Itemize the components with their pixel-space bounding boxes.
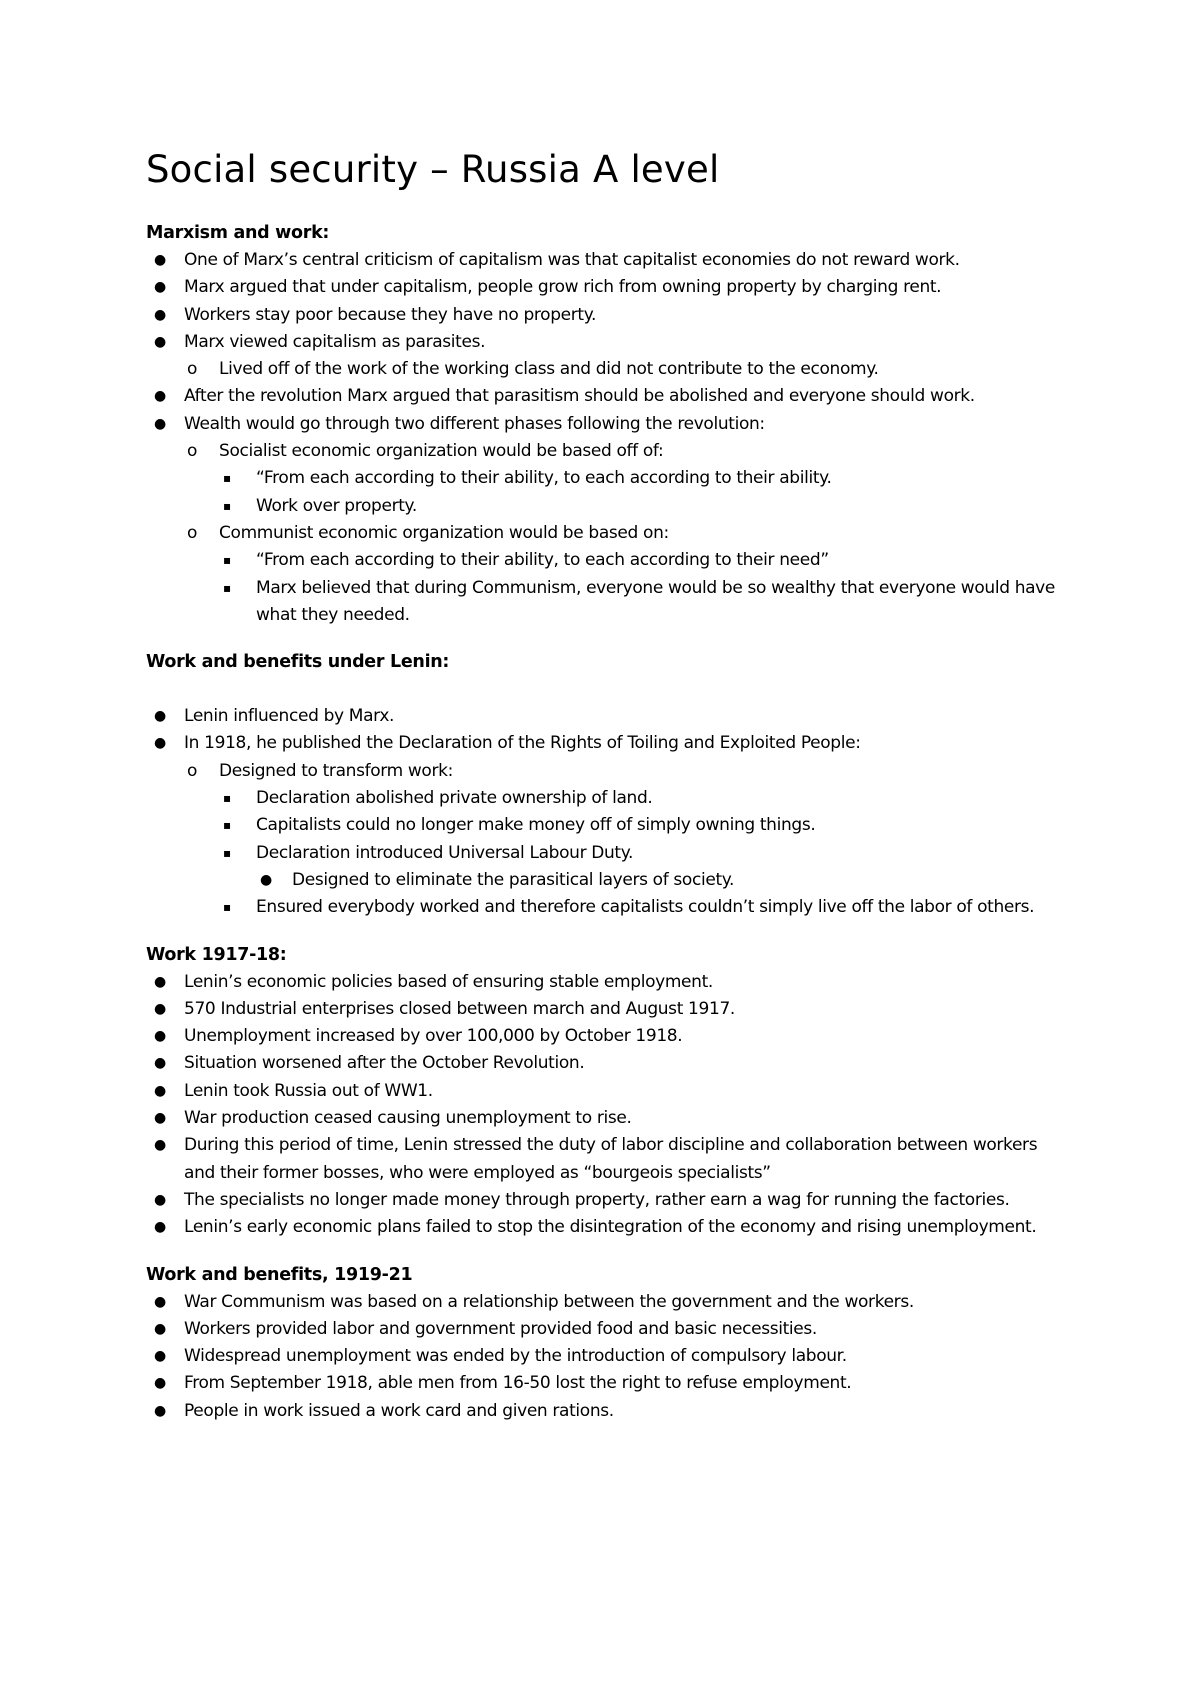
list-item (146, 840, 1066, 867)
bullet-disc-icon: ● (154, 1110, 166, 1127)
list-item-text: Lenin’s economic policies based of ensuring stable employment. (184, 971, 713, 992)
bullet-disc-icon: ● (154, 973, 166, 990)
bullet-disc-icon: ● (154, 1191, 166, 1208)
list-item (146, 1370, 1066, 1397)
bullet-circle-icon: o (187, 359, 198, 380)
list-item-text: After the revolution Marx argued that parasitism should be abolished and everyone should work. (184, 386, 975, 407)
bullet-list (146, 247, 1066, 629)
list-item (146, 247, 1066, 274)
list-item-text: Widespread unemployment was ended by the introduction of compulsory labour. (184, 1346, 847, 1367)
list-item (146, 493, 1066, 520)
list-item (146, 758, 1066, 785)
section (146, 649, 1066, 921)
list-item-text: Lived off of the work of the working class and did not contribute to the economy. (219, 359, 879, 380)
section (146, 942, 1066, 1242)
list-item (146, 356, 1066, 383)
list-item-text: Designed to transform work: (219, 760, 453, 781)
list-item-text: Lenin took Russia out of WW1. (184, 1080, 433, 1101)
list-item-text: Workers stay poor because they have no property. (184, 304, 597, 325)
list-item-text: “From each according to their ability, to each according to their need” (256, 550, 829, 571)
bullet-disc-icon: ● (154, 1082, 166, 1099)
list-item-text: Ensured everybody worked and therefore capitalists couldn’t simply live off the labor of others. (256, 897, 1035, 918)
bullet-disc-icon: ● (154, 1055, 166, 1072)
list-item-text: Declaration abolished private ownership of land. (256, 788, 653, 809)
section-heading: Marxism and work: (146, 223, 330, 243)
list-item-text: Socialist economic organization would be based off of: (219, 441, 664, 462)
list-item (146, 329, 1066, 356)
list-item-text: Marx believed that during Communism, everyone would be so wealthy that everyone would have what they needed. (256, 577, 1056, 625)
list-item (146, 1289, 1066, 1316)
list-item-text: Wealth would go through two different phases following the revolution: (184, 413, 765, 434)
bullet-disc-icon: ● (154, 1293, 166, 1310)
list-item (146, 383, 1066, 410)
bullet-disc-icon: ● (154, 279, 166, 296)
list-item-text: Designed to eliminate the parasitical layers of society. (292, 869, 735, 890)
bullet-disc-icon: ● (154, 1219, 166, 1236)
bullet-square-icon: ▪ (223, 498, 231, 513)
list-item (146, 411, 1066, 438)
list-item-text: Workers provided labor and government provided food and basic necessities. (184, 1318, 817, 1339)
bullet-square-icon: ▪ (223, 900, 231, 915)
list-item (146, 520, 1066, 547)
bullet-disc-icon: ● (154, 1320, 166, 1337)
section (146, 220, 1066, 629)
list-item-text: War Communism was based on a relationship between the government and the workers. (184, 1291, 914, 1312)
list-item-text: Capitalists could no longer make money off of simply owning things. (256, 815, 816, 836)
list-item-text: Unemployment increased by over 100,000 by October 1918. (184, 1026, 683, 1047)
list-item (146, 302, 1066, 329)
bullet-disc-icon: ● (154, 1028, 166, 1045)
list-item (146, 1398, 1066, 1425)
bullet-disc-icon: ● (154, 1137, 166, 1154)
bullet-disc-icon: ● (154, 1375, 166, 1392)
list-item (146, 1343, 1066, 1370)
bullet-disc-icon: ● (260, 871, 272, 888)
list-item (146, 730, 1066, 757)
list-item-text: During this period of time, Lenin stressed the duty of labor discipline and collaboration between workers and their former bosses, who were employed as “bourgeois specialists” (184, 1135, 1038, 1183)
list-item (146, 1023, 1066, 1050)
list-item (146, 1078, 1066, 1105)
list-item (146, 575, 1066, 630)
list-item-text: War production ceased causing unemployment to rise. (184, 1108, 632, 1129)
list-item-text: Declaration introduced Universal Labour Duty. (256, 842, 634, 863)
bullet-list (146, 969, 1066, 1242)
document-sections (146, 220, 1066, 1425)
bullet-circle-icon: o (187, 441, 198, 462)
bullet-square-icon: ▪ (223, 845, 231, 860)
bullet-disc-icon: ● (154, 415, 166, 432)
bullet-disc-icon: ● (154, 1402, 166, 1419)
list-item (146, 894, 1066, 921)
bullet-disc-icon: ● (154, 1348, 166, 1365)
list-item (146, 1050, 1066, 1077)
list-item-text: In 1918, he published the Declaration of the Rights of Toiling and Exploited People: (184, 733, 861, 754)
list-item-text: The specialists no longer made money through property, rather earn a wag for running the factories. (184, 1189, 1010, 1210)
bullet-square-icon: ▪ (223, 471, 231, 486)
list-item-text: 570 Industrial enterprises closed between march and August 1917. (184, 998, 735, 1019)
bullet-square-icon: ▪ (223, 553, 231, 568)
list-item (146, 703, 1066, 730)
document-title: Social security – Russia A level (146, 148, 720, 191)
list-item-text: Marx argued that under capitalism, people grow rich from owning property by charging rent. (184, 277, 942, 298)
section-heading: Work and benefits under Lenin: (146, 652, 450, 673)
list-item-text: Lenin influenced by Marx. (184, 706, 395, 727)
section (146, 1262, 1066, 1425)
section-heading: Work 1917-18: (146, 944, 287, 965)
bullet-square-icon: ▪ (223, 818, 231, 833)
document-content (146, 140, 1066, 1445)
list-item-text: Marx viewed capitalism as parasites. (184, 331, 486, 352)
bullet-disc-icon: ● (154, 333, 166, 350)
list-item (146, 996, 1066, 1023)
list-item (146, 547, 1066, 574)
bullet-list (146, 703, 1066, 921)
list-item-text: Situation worsened after the October Revolution. (184, 1053, 585, 1074)
list-item-text: People in work issued a work card and given rations. (184, 1400, 614, 1421)
bullet-disc-icon: ● (154, 388, 166, 405)
list-item (146, 1132, 1066, 1187)
bullet-square-icon: ▪ (223, 580, 231, 595)
list-item (146, 1187, 1066, 1214)
list-item (146, 969, 1066, 996)
bullet-disc-icon: ● (154, 306, 166, 323)
list-item (146, 785, 1066, 812)
list-item (146, 1316, 1066, 1343)
list-item-text: Lenin’s early economic plans failed to stop the disintegration of the economy and rising unemployment. (184, 1217, 1037, 1238)
list-item (146, 274, 1066, 301)
list-item (146, 438, 1066, 465)
section-heading: Work and benefits, 1919-21 (146, 1264, 413, 1285)
list-item-text: Communist economic organization would be based on: (219, 522, 669, 543)
list-item-text: From September 1918, able men from 16-50 lost the right to refuse employment. (184, 1373, 852, 1394)
list-item (146, 867, 1066, 894)
list-item (146, 1214, 1066, 1241)
list-item (146, 1105, 1066, 1132)
list-item-text: Work over property. (256, 495, 417, 516)
bullet-disc-icon: ● (154, 1000, 166, 1017)
list-item-text: “From each according to their ability, to each according to their ability. (256, 468, 832, 489)
bullet-disc-icon: ● (154, 708, 166, 725)
list-item-text: One of Marx’s central criticism of capitalism was that capitalist economies do not reward work. (184, 250, 960, 270)
bullet-circle-icon: o (187, 760, 198, 781)
list-item (146, 465, 1066, 492)
bullet-disc-icon: ● (154, 735, 166, 752)
bullet-disc-icon: ● (154, 252, 166, 268)
bullet-circle-icon: o (187, 522, 198, 543)
bullet-list (146, 1289, 1066, 1425)
bullet-square-icon: ▪ (223, 791, 231, 806)
list-item (146, 812, 1066, 839)
